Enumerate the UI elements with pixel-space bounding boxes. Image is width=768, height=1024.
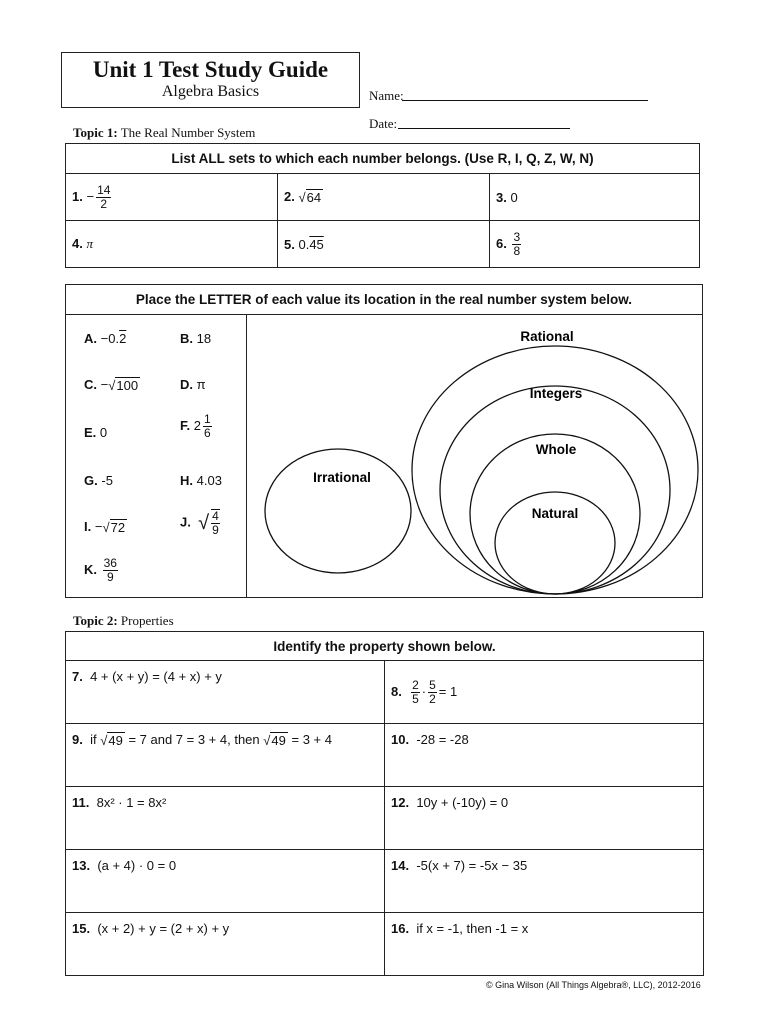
venn-diagram <box>247 314 703 598</box>
topic-2-name: Properties <box>120 613 174 628</box>
sets-table <box>65 143 700 268</box>
question-1: 1. − $\frac{14}{2}$ <box>66 174 278 221</box>
properties-table-header: Identify the property shown below. <box>66 632 704 661</box>
letter-h: H. 4.03 <box>180 473 222 488</box>
question-5: 5. 0.45 <box>278 221 490 268</box>
rational-circle <box>412 346 698 594</box>
question-7: 7. 4 + (x + y) = (4 + x) + y <box>66 661 385 724</box>
properties-table <box>65 631 704 976</box>
rational-label: Rational <box>520 329 574 344</box>
page-title: Unit 1 Test Study Guide <box>92 57 329 82</box>
copyright-footer: © Gina Wilson (All Things Algebra®, LLC), 2012-2016 <box>486 980 701 990</box>
question-12: 12. 10y + (-10y) = 0 <box>385 787 704 850</box>
topic-2-label: Topic 2: <box>73 613 118 628</box>
whole-label: Whole <box>535 442 577 457</box>
letter-j: J. √ $\frac{4}{9}$ <box>180 509 219 537</box>
letter-b: B. 18 <box>180 331 212 346</box>
letter-e: E. 0 <box>84 425 108 440</box>
letter-f: F. 2 $\frac{1}{6}$ <box>180 412 211 440</box>
question-11: 11. 8x² · 1 = 8x² <box>66 787 385 850</box>
letter-k: K. $\frac{36}{9}$ <box>84 556 117 584</box>
question-8: 8. $\frac{2}{5}$ · $\frac{5}{2}$ = 1 <box>385 661 704 724</box>
question-4: 4. π <box>66 221 278 268</box>
page-subtitle: Algebra Basics <box>161 83 260 100</box>
question-10: 10. -28 = -28 <box>385 724 704 787</box>
real-number-system-section <box>65 284 703 598</box>
name-field[interactable] <box>402 100 648 101</box>
integers-label: Integers <box>529 386 583 401</box>
sets-table-header: List ALL sets to which each number belongs. (Use R, I, Q, Z, W, N) <box>66 144 700 174</box>
topic-2-heading <box>73 613 174 629</box>
title-box <box>61 52 360 108</box>
question-9: 9. if √49 = 7 and 7 = 3 + 4, then √49 = 3 + 4 <box>66 724 385 787</box>
question-15: 15. (x + 2) + y = (2 + x) + y <box>66 913 385 976</box>
date-label: Date: <box>369 116 398 131</box>
letter-g: G. -5 <box>84 473 113 488</box>
question-13: 13. (a + 4) · 0 = 0 <box>66 850 385 913</box>
question-3: 3. 0 <box>490 174 700 221</box>
natural-label: Natural <box>531 506 579 521</box>
real-number-system-header: Place the LETTER of each value its location in the real number system below. <box>66 285 702 315</box>
topic-1-name: The Real Number System <box>120 125 256 140</box>
date-field[interactable] <box>398 128 570 129</box>
letter-d: D. π <box>180 377 206 392</box>
question-2: 2. √64 <box>278 174 490 221</box>
irrational-circle <box>265 449 411 573</box>
irrational-label: Irrational <box>313 470 371 485</box>
letter-a: A. −0.2 <box>84 331 127 346</box>
question-14: 14. -5(x + 7) = -5x − 35 <box>385 850 704 913</box>
letter-i: I. −√72 <box>84 519 126 536</box>
topic-1-heading <box>73 125 255 141</box>
letter-c: C. −√100 <box>84 377 139 394</box>
topic-1-label: Topic 1: <box>73 125 118 140</box>
question-6: 6. $\frac{3}{8}$ <box>490 221 700 268</box>
name-label: Name: <box>369 88 404 103</box>
question-16: 16. if x = -1, then -1 = x <box>385 913 704 976</box>
